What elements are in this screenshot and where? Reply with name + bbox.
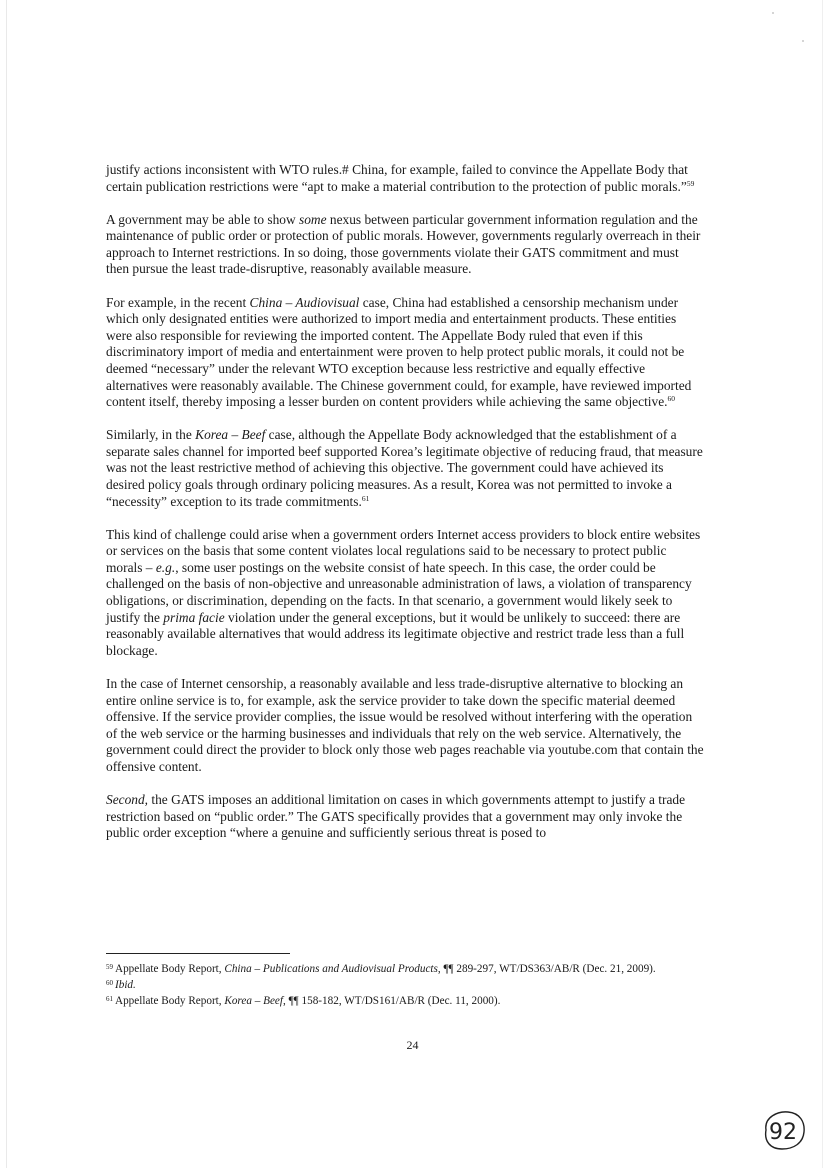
page-number: 24 (406, 1038, 419, 1052)
emphasis: Second, (106, 792, 149, 807)
footnote-ref-60: 60 (667, 394, 675, 404)
paragraph-text: nexus between particular government information regulation and the maintenance of public order or protection of public morals. However, governments regularly overreach in their approach to Internet restrictions. In so doing, those governments violate their GATS commitment and must then pursue the least trade-disruptive, reasonably available measure. (106, 211, 701, 277)
footnote-case-name: China – Publications and Audiovisual Products (224, 963, 438, 975)
footnote-text: Appellate Body Report, (115, 963, 225, 975)
footnotes (106, 960, 706, 1008)
paragraph-text: case, China had established a censorship mechanism under which only designated entities were authorized to import media and entertainment products. These entities were also responsible for reviewing the imported content. The Appellate Body ruled that even if this discriminatory import of media and entertainment were proven to help protect public morals, it could not be deemed “necessary” under the relevant WTO exception because less restrictive and equally effective alternatives were reasonably available. The Chinese government could, for example, have reviewed imported content itself, thereby imposing a lesser burden on content providers while achieving the same objective. (106, 294, 692, 410)
scan-speck (802, 40, 804, 42)
paragraph-1 (106, 162, 704, 195)
paragraph-text: This kind of challenge could arise when a government orders Internet access providers to block entire websites or services on the basis that some content violates local regulations said to be necessary to protect public morals – (106, 526, 701, 575)
footnote-number: 61 (106, 995, 113, 1003)
scan-edge-right (822, 0, 823, 1168)
footnote-59 (106, 960, 706, 976)
paragraph-text: For example, in the recent (106, 294, 250, 310)
paragraph-text: A government may be able to show (106, 211, 300, 227)
footnote-number: 60 (106, 979, 113, 987)
footnote-case-name: Korea – Beef (224, 995, 283, 1007)
paragraph-3 (106, 295, 704, 411)
case-name: China – Audiovisual (249, 294, 360, 310)
handwritten-page-stamp (758, 1108, 808, 1152)
paragraph-text: In the case of Internet censorship, a reasonably available and less trade-disruptive alternative to blocking an entire online service is to, for example, ask the service provider to take down the specific material deemed offensive. If the service provider complies, the issue would be resolved without interfering with the operation of the web service or the harming businesses and individuals that rely on the web service. Alternatively, the government could direct the provider to block only those web pages reachable via youtube.com that contain the offensive content. (106, 675, 704, 774)
paragraph-text: Similarly, in the (106, 427, 196, 443)
footnote-number: 59 (106, 963, 113, 971)
paragraph-text: , some user postings on the website consist of hate speech. In this case, the order could be challenged on the basis of non-objective and unreasonable administration of laws, a violation of transparency obligations, or discrimination, depending on the facts. In that scenario, a government would likely seek to justify the (106, 559, 692, 625)
footnote-61 (106, 992, 706, 1008)
footnote-ref-61: 61 (361, 493, 370, 503)
paragraph-text: case, although the Appellate Body acknowledged that the establishment of a separate sales channel for imported beef supported Korea’s legitimate objective of reducing fraud, that measure was not the least restrictive method of achieving this objective. The government could have achieved its desired policy goals through ordinary policing measures. As a result, Korea was not permitted to invoke a “necessity” exception to its trade commitments. (106, 427, 703, 509)
paragraph-text: the GATS imposes an additional limitation on cases in which governments attempt to justify a trade restriction based on “public order.” The GATS specifically provides that a government may only invoke the public order exception “where a genuine and sufficiently serious threat is posed to (106, 792, 686, 841)
footnote-ref-59: 59 (686, 178, 695, 188)
case-name: Korea – Beef (195, 427, 266, 443)
body-text (106, 162, 704, 858)
paragraph-text: justify actions inconsistent with WTO rules.# China, for example, failed to convince the Appellate Body that certain publication restrictions were “apt to make a material contribution to the protection of public morals.” (106, 162, 688, 194)
emphasis: e.g. (155, 559, 176, 575)
footnote-60 (106, 976, 706, 992)
emphasis: some (299, 211, 327, 227)
scan-speck (772, 12, 774, 14)
paragraph-text: violation under the general exceptions, but it would be unlikely to succeed: there are reasonably available alternatives that would address its legitimate objective and restrict trade less than a full blockage. (106, 609, 685, 658)
stamp-number: 92 (769, 1120, 797, 1145)
scan-edge-left (6, 0, 7, 1168)
paragraph-5 (106, 527, 704, 660)
paragraph-7 (106, 792, 704, 842)
footnote-text: , ¶¶ 289-297, WT/DS363/AB/R (Dec. 21, 2009). (437, 963, 656, 975)
footnote-text: Appellate Body Report, (115, 995, 225, 1007)
footnote-text: , ¶¶ 158-182, WT/DS161/AB/R (Dec. 11, 2000). (283, 995, 501, 1007)
paragraph-6 (106, 676, 704, 776)
paragraph-2 (106, 212, 704, 278)
emphasis: prima facie (163, 609, 225, 625)
paragraph-4 (106, 427, 704, 510)
footnote-case-name: Ibid. (115, 979, 136, 991)
footnote-separator (106, 953, 290, 954)
